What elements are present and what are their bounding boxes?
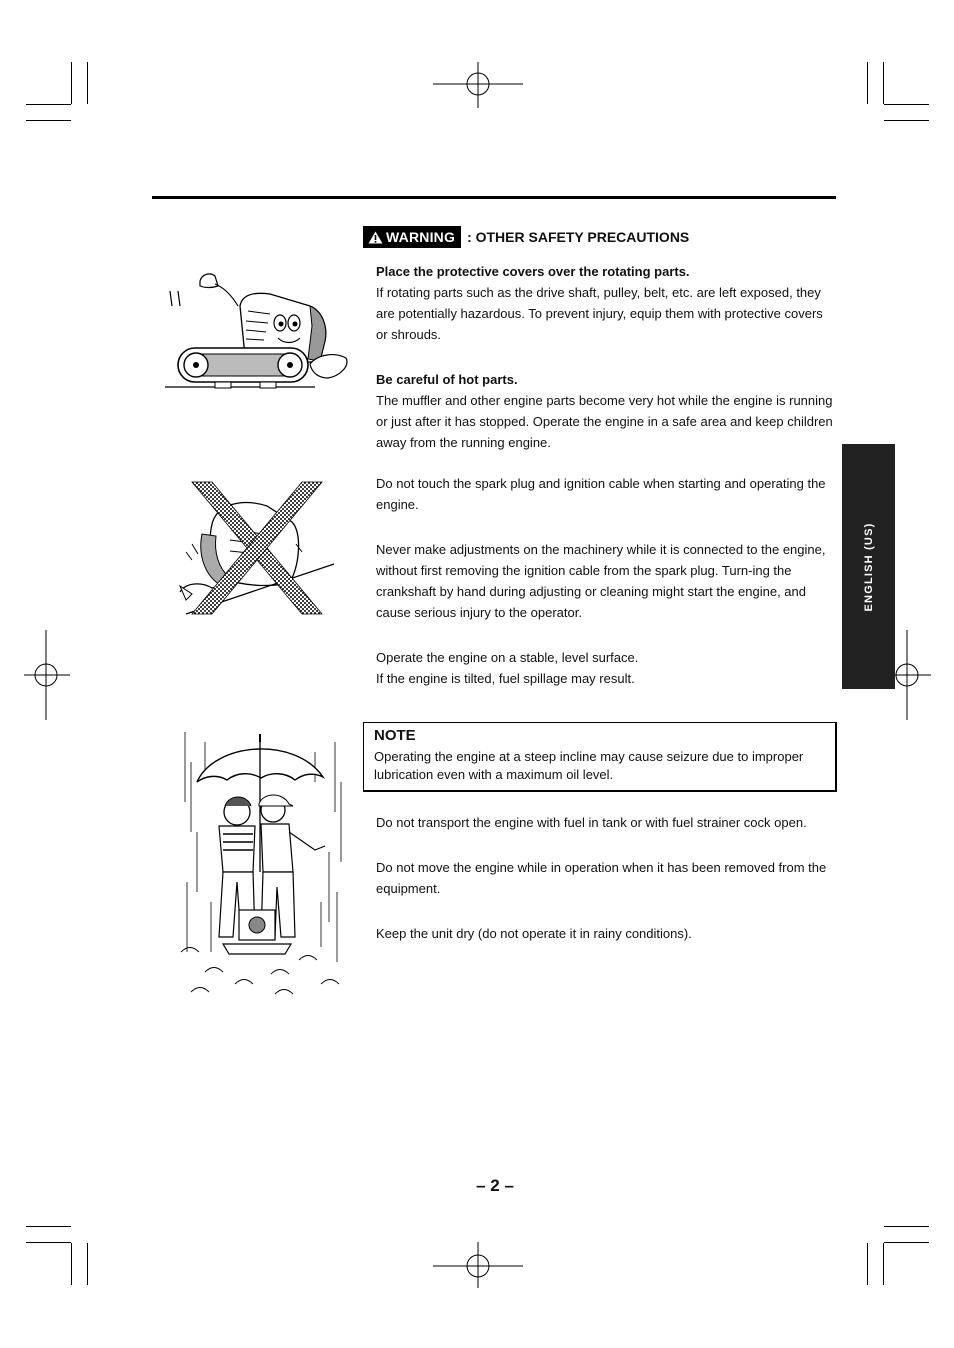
note-box (363, 722, 837, 792)
paragraph-heading: Be careful of hot parts. (376, 372, 518, 387)
registration-target-top (433, 62, 523, 110)
warning-triangle-icon (368, 231, 383, 244)
paragraph-line: Operate the engine on a stable, level surface. (376, 650, 639, 665)
paragraph-body: If rotating parts such as the drive shaft, pulley, belt, etc. are left exposed, they are potentially hazardous. To prevent injury, equip them with protective covers or shrouds. (376, 285, 823, 342)
language-side-tab (842, 444, 895, 689)
paragraph-hot-parts (376, 369, 836, 453)
paragraph-move-engine (376, 857, 836, 899)
warning-label: WARNING (386, 229, 456, 245)
page-number: – 2 – (476, 1176, 514, 1195)
paragraph-body: Do not move the engine while in operation when it has been removed from the equipment. (376, 860, 827, 896)
registration-target-bottom (433, 1242, 523, 1290)
warning-badge (363, 226, 461, 248)
engine-belt-cover-illustration (160, 266, 355, 396)
header-rule (152, 196, 836, 199)
note-title: NOTE (374, 727, 416, 744)
paragraph-body: The muffler and other engine parts become very hot while the engine is running or just after it has stopped. Operate the engine in a safe area and keep children away from the running engine. (376, 393, 833, 450)
people-under-umbrella-rain-illustration (175, 722, 350, 1002)
note-text: Operating the engine at a steep incline may cause seizure due to improper lubrication even with a maximum oil level. (374, 749, 804, 782)
paragraph-line: If the engine is tilted, fuel spillage may result. (376, 671, 635, 686)
side-tab-label: ENGLISH (US) (862, 522, 875, 611)
paragraph-heading: Place the protective covers over the rotating parts. (376, 264, 690, 279)
section-title: : OTHER SAFETY PRECAUTIONS (467, 229, 690, 245)
paragraph-protective-covers (376, 261, 836, 345)
paragraph-keep-dry (376, 923, 836, 944)
paragraph-body: Do not transport the engine with fuel in tank or with fuel strainer cock open. (376, 815, 807, 830)
paragraph-adjustments (376, 539, 826, 623)
paragraph-body: Do not touch the spark plug and ignition cable when starting and operating the engine. (376, 476, 826, 512)
paragraph-level-surface (376, 647, 836, 689)
paragraph-body: Keep the unit dry (do not operate it in rainy conditions). (376, 926, 692, 941)
registration-target-left (24, 630, 70, 720)
warning-header (363, 224, 689, 250)
engine-crossed-out-illustration (172, 474, 342, 624)
paragraph-spark-plug (376, 473, 836, 515)
paragraph-body: Never make adjustments on the machinery while it is connected to the engine, without first removing the ignition cable from the spark plug. Turn-ing the crankshaft by hand during adjusting or cleaning might start the engine, and cause serious injury to the operator. (376, 542, 826, 620)
paragraph-transport (376, 812, 836, 833)
